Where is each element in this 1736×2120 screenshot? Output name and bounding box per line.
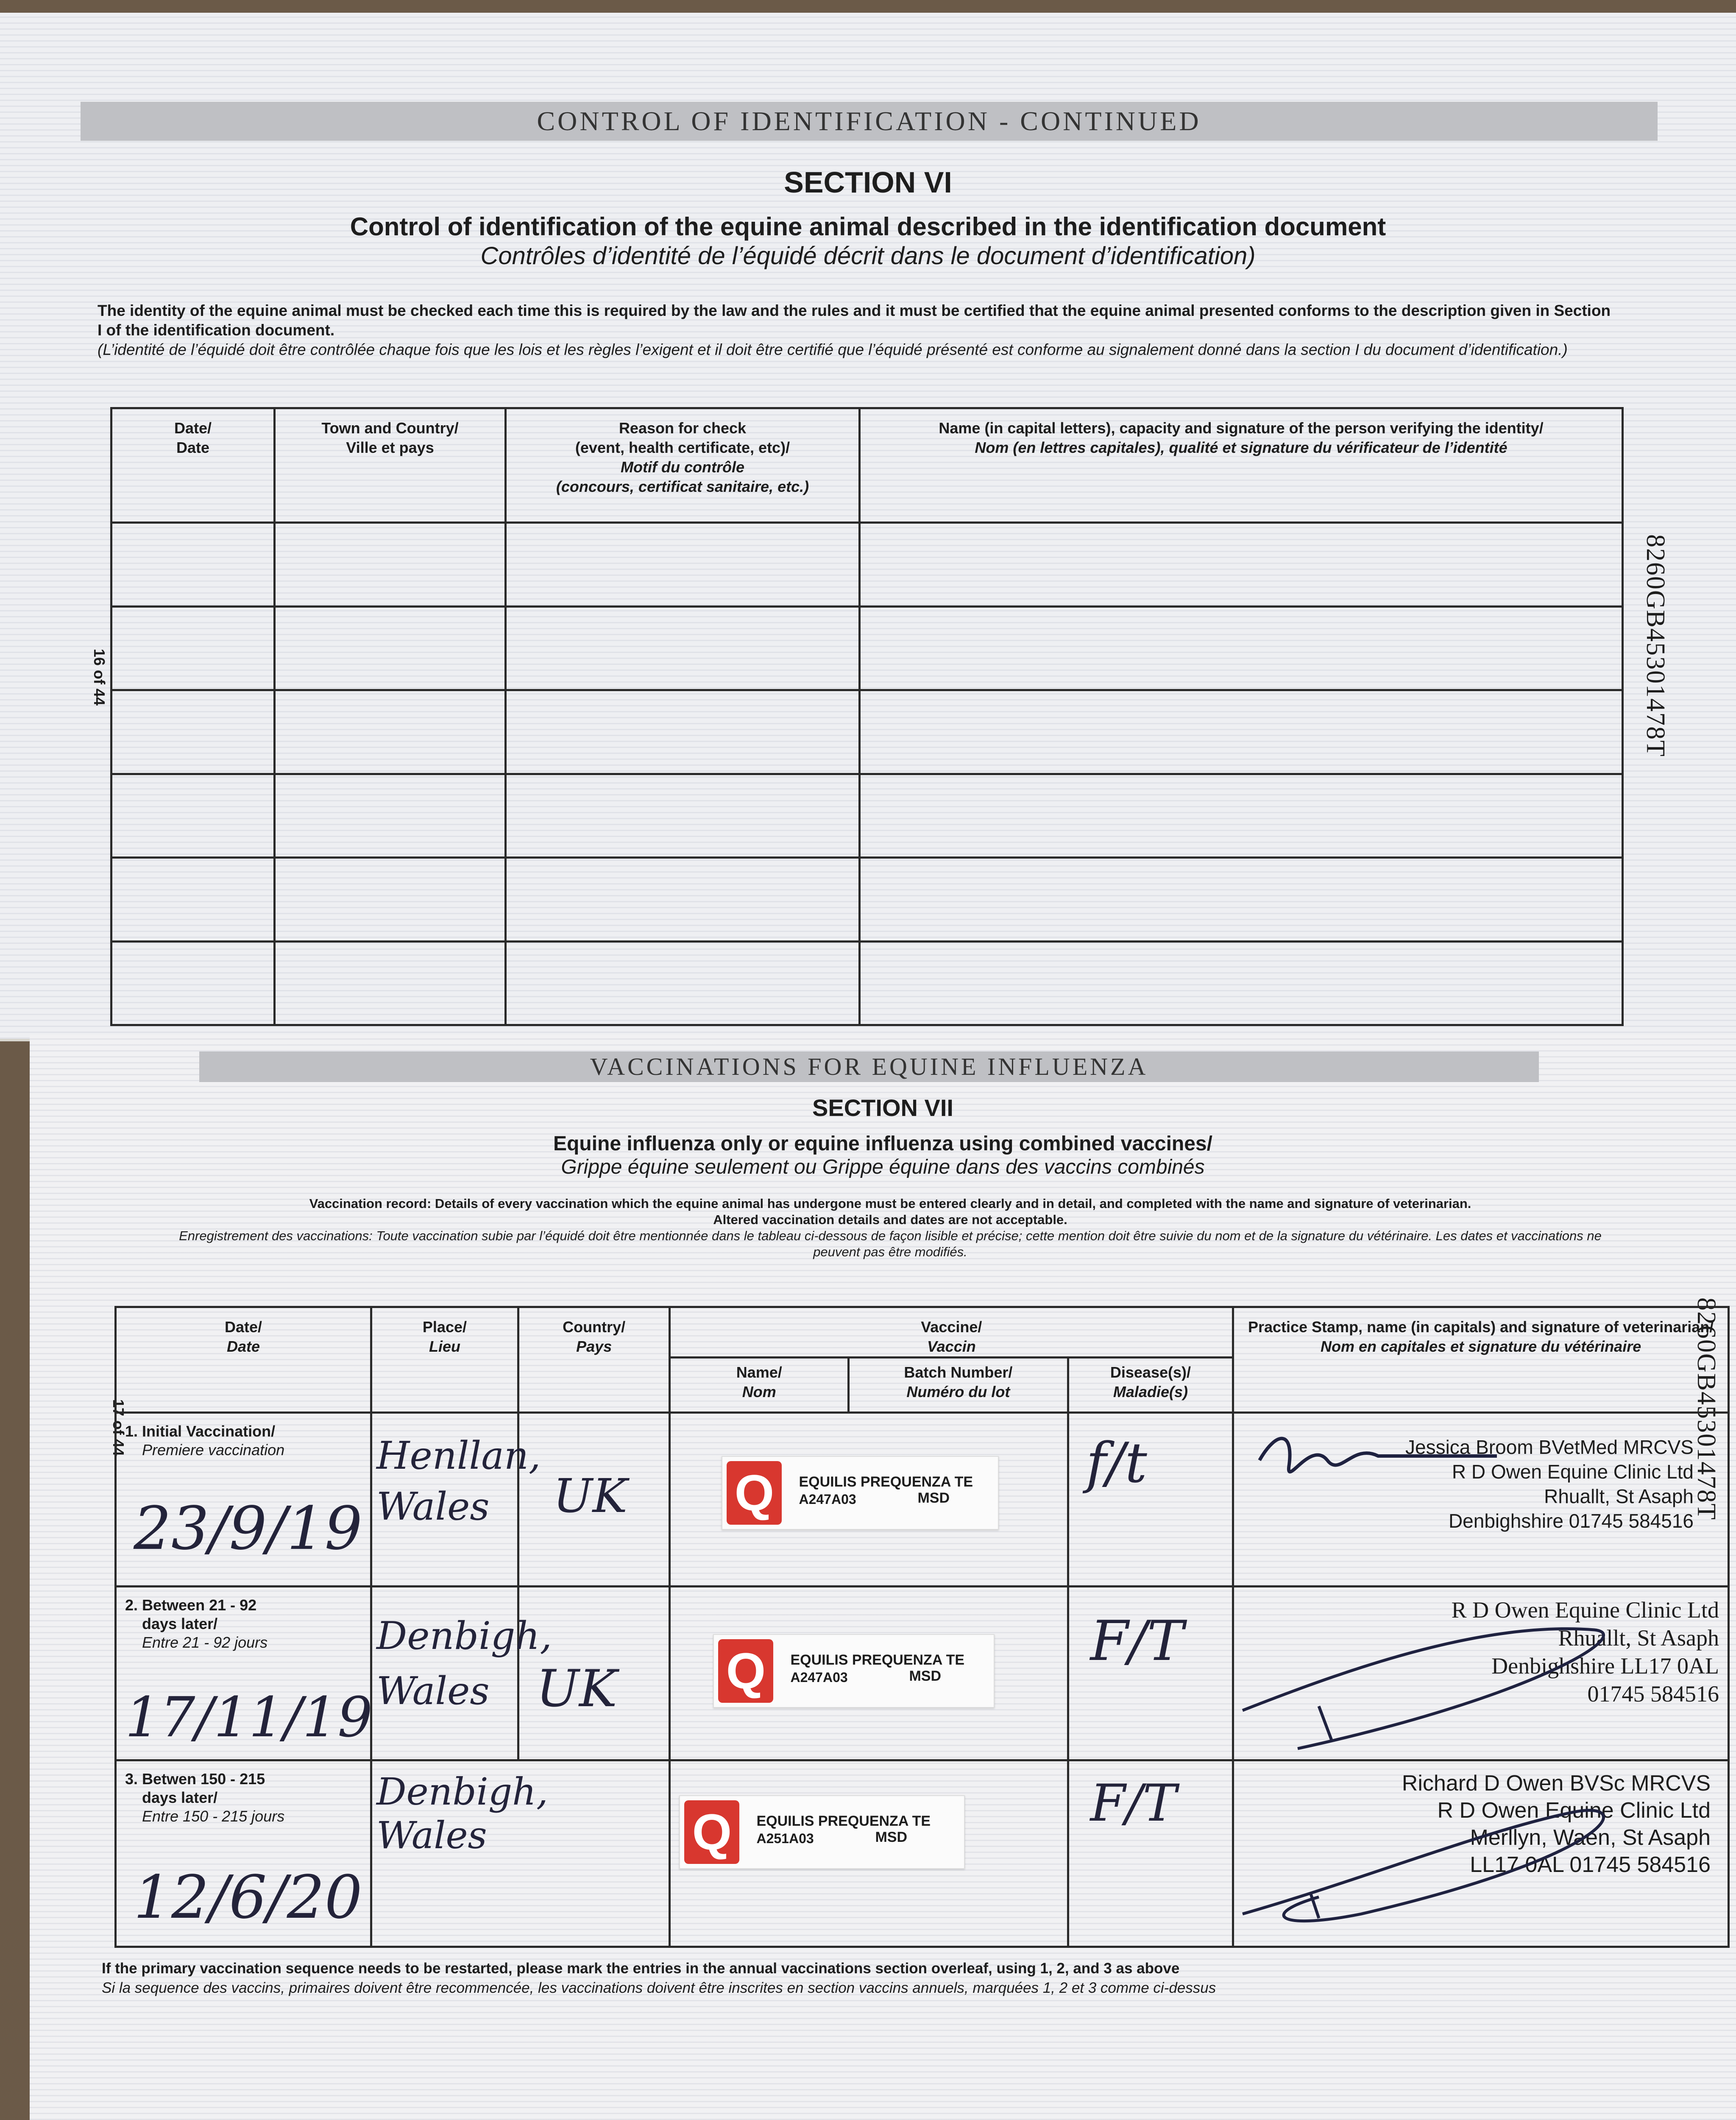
vet-stamp: Richard D Owen BVSc MRCVS R D Owen Equine Clinic Ltd Merllyn, Waen, St Asaph LL17 0AL 01745 584516 (1402, 1771, 1711, 1877)
batch-number: A251A03 (756, 1831, 814, 1846)
msd-logo: MSD (917, 1490, 950, 1506)
col-reason: Reason for check (event, health certificate, etc)/ Motif du contrôle (concours, certificat sanitaire, etc.) (506, 408, 860, 523)
row-label-en-2: days later/ (142, 1789, 218, 1806)
vaccine-name: EQUILIS PREQUENZA TE (799, 1474, 973, 1490)
section-subtitle-fr: Contrôles d’identité de l’équidé décrit dans le document d’identification) (480, 242, 1256, 270)
section-subtitle-fr: Grippe équine seulement ou Grippe équine dans des vaccins combinés (561, 1156, 1205, 1178)
vaccine-name: EQUILIS PREQUENZA TE (790, 1652, 965, 1668)
section-title: SECTION VI (784, 166, 952, 199)
col-stamp: Practice Stamp, name (in capitals) and signature of veterinarian/ Nom en capitales et signature du vétérinaire (1233, 1307, 1729, 1413)
table-row (116, 1413, 1729, 1587)
row-label-fr: Entre 150 - 215 jours (142, 1808, 285, 1825)
col-country: Country/ Pays (518, 1307, 670, 1413)
vaccination-date: 17/11/19 (125, 1685, 373, 1749)
col-town: Town and Country/ Ville et pays (275, 408, 506, 523)
row-label-en-2: days later/ (142, 1615, 218, 1632)
table-row (116, 1760, 1729, 1947)
table-row (116, 1587, 1729, 1760)
vaccination-country: UK (553, 1469, 627, 1523)
table-row (111, 690, 1623, 774)
identity-check-table (110, 407, 1624, 1026)
footer-note (102, 1959, 1670, 1998)
vet-stamp: Jessica Broom BVetMed MRCVS R D Owen Equine Clinic Ltd Rhuallt, St Asaph Denbighshire 01745 584516 (1405, 1436, 1694, 1532)
equilis-logo-icon: Q (727, 1461, 782, 1525)
page-number: 16 of 44 (91, 649, 108, 706)
record-text-en-2: Altered vaccination details and dates are not acceptable. (713, 1212, 1067, 1227)
vet-signature (1234, 1613, 1658, 1757)
section-subtitle-en: Equine influenza only or equine influenza using combined vaccines/ (553, 1133, 1212, 1155)
section-banner: VACCINATIONS FOR EQUINE INFLUENZA (199, 1052, 1539, 1082)
col-place: Place/ Lieu (371, 1307, 518, 1413)
table-row (111, 858, 1623, 942)
intro-text (98, 301, 1615, 360)
col-batch: Batch Number/ Numéro du lot (849, 1358, 1068, 1413)
col-vaccine-name: Name/ Nom (670, 1358, 849, 1413)
page-number: 17 of 44 (110, 1399, 127, 1456)
col-verifier: Name (in capital letters), capacity and signature of the person verifying the identity/ Nom (en lettres capitales), qualité et signature du vérificateur de l’identité (860, 408, 1623, 523)
vet-stamp: R D Owen Equine Clinic Ltd Rhuallt, St Asaph Denbighshire LL17 0AL 01745 584516 (1451, 1597, 1719, 1707)
equilis-logo-icon: Q (718, 1639, 773, 1703)
table-row (111, 523, 1623, 607)
row-label-en: 1. Initial Vaccination/ (125, 1423, 276, 1440)
vaccine-name: EQUILIS PREQUENZA TE (756, 1813, 931, 1829)
vaccine-sticker (713, 1634, 995, 1708)
batch-number: A247A03 (790, 1670, 848, 1685)
vaccine-sticker (722, 1456, 999, 1530)
record-text-fr: Enregistrement des vaccinations: Toute vaccination subie par l’équidé doit être mentionnée dans le tableau ci-dessous de façon lisible et précise; cette mention doit être suivie du nom et de la signature du vétérinaire. Les dates et vaccinations ne peuvent pas être modifiés. (179, 1228, 1602, 1259)
footer-note-fr: Si la sequence des vaccins, primaires doivent être recommencée, les vaccinations doivent être inscrites en section vaccins annuels, marquées 1, 2 et 3 comme ci-dessus (102, 1980, 1216, 1996)
section-subtitle-en: Control of identification of the equine animal described in the identification document (350, 212, 1386, 241)
msd-logo: MSD (875, 1829, 908, 1845)
disease-entry: F/T (1090, 1609, 1184, 1673)
vaccination-table (114, 1306, 1730, 1948)
vaccination-place: Denbigh, Wales (376, 1770, 548, 1857)
vet-signature (1243, 1422, 1539, 1507)
vaccination-place: Denbigh, Wales (376, 1614, 552, 1713)
disease-entry: F/T (1090, 1774, 1177, 1833)
section-banner: CONTROL OF IDENTIFICATION - CONTINUED (81, 102, 1658, 141)
vaccination-page (30, 1035, 1736, 2120)
document-id: 8260GB45301478T (1641, 534, 1670, 757)
identification-page (0, 13, 1736, 1041)
intro-text-en: The identity of the equine animal must be checked each time this is required by the law and the rules and it must be certified that the equine animal presented conforms to the description given in Section I of the identification document. (98, 302, 1611, 339)
vaccination-date: 12/6/20 (134, 1863, 362, 1932)
table-row (111, 606, 1623, 690)
equilis-logo-icon: Q (684, 1800, 739, 1864)
table-row (111, 941, 1623, 1025)
row-label-en: 3. Betwen 150 - 215 (125, 1770, 265, 1788)
table-row (111, 774, 1623, 858)
record-text-en: Vaccination record: Details of every vaccination which the equine animal has undergone must be entered clearly and in detail, and completed with the name and signature of veterinarian. (309, 1196, 1471, 1211)
vaccination-country: UK (536, 1660, 617, 1718)
batch-number: A247A03 (799, 1492, 856, 1507)
col-date: Date/ Date (111, 408, 275, 523)
vet-signature (1234, 1787, 1658, 1939)
row-label-en: 2. Between 21 - 92 (125, 1596, 257, 1614)
row-label-fr: Entre 21 - 92 jours (142, 1634, 268, 1651)
section-title: SECTION VII (812, 1094, 953, 1121)
col-disease: Disease(s)/ Maladie(s) (1068, 1358, 1233, 1413)
vaccination-date: 23/9/19 (134, 1494, 362, 1563)
col-vaccine: Vaccine/ Vaccin (670, 1307, 1233, 1358)
vaccine-sticker (679, 1795, 965, 1869)
msd-logo: MSD (909, 1668, 942, 1684)
row-label-fr: Premiere vaccination (142, 1441, 285, 1459)
document-id: 8260GB45301478T (1692, 1297, 1721, 1520)
vaccination-place: Henllan, Wales (376, 1434, 541, 1529)
col-date: Date/ Date (116, 1307, 371, 1413)
intro-text-fr: (L’identité de l’équidé doit être contrôlée chaque fois que les lois et les règles l’exigent et il doit être certifié que l’équidé présenté est conforme au signalement donné dans la section I du document d’identification.) (98, 341, 1568, 358)
disease-entry: f/t (1086, 1431, 1147, 1495)
footer-note-en: If the primary vaccination sequence needs to be restarted, please mark the entries in the annual vaccinations section overleaf, using 1, 2, and 3 as above (102, 1960, 1180, 1977)
record-text (174, 1196, 1607, 1260)
